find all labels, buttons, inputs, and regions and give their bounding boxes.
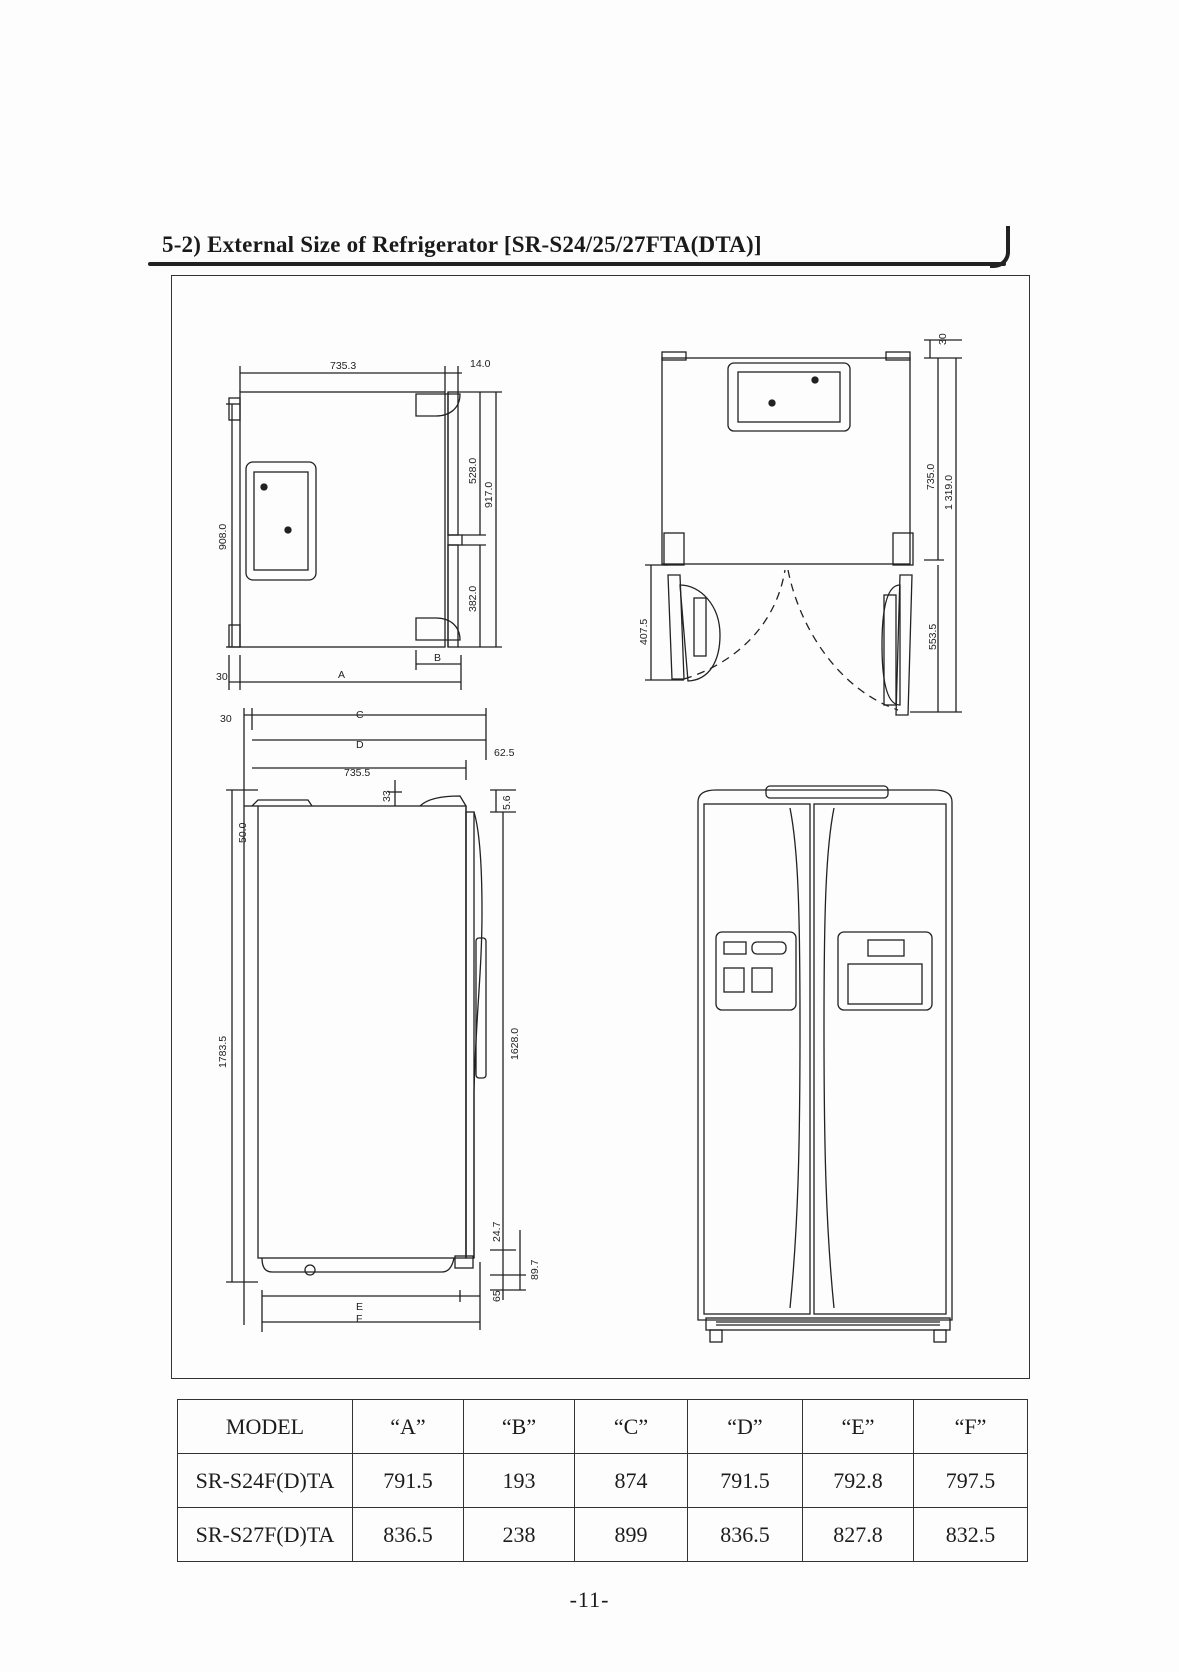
header-f: “F” <box>914 1400 1028 1454</box>
label-d: D <box>356 739 364 751</box>
cell-e: 792.8 <box>803 1454 914 1508</box>
dim-swing-right-door: 553.5 <box>927 623 939 650</box>
section-title: 5-2) External Size of Refrigerator [SR-S24/25/27FTA(DTA)] <box>162 232 762 257</box>
side-view-drawing <box>226 708 526 1332</box>
dim-side-foot: 65 <box>491 1290 503 1302</box>
cell-c: 874 <box>575 1454 688 1508</box>
cell-b: 193 <box>464 1454 575 1508</box>
cell-model: SR-S27F(D)TA <box>178 1508 353 1562</box>
dim-side-offset: 30 <box>220 713 232 725</box>
dim-top-depth: 908.0 <box>217 523 229 550</box>
dim-top-width: 735.3 <box>330 360 357 372</box>
dim-side-top-step: 33 <box>381 790 393 802</box>
dim-side-door-height: 1628.0 <box>509 1027 521 1060</box>
cell-e: 827.8 <box>803 1508 914 1562</box>
header-d: “D” <box>688 1400 803 1454</box>
table-row <box>178 1508 1028 1562</box>
table-header-row <box>178 1400 1028 1454</box>
page-number: -11- <box>569 1587 610 1612</box>
dim-swing-overall: 1 319.0 <box>943 474 955 510</box>
dim-side-base-gap: 24.7 <box>491 1221 503 1242</box>
cell-model: SR-S24F(D)TA <box>178 1454 353 1508</box>
cell-a: 836.5 <box>353 1508 464 1562</box>
dim-side-base-height: 89.7 <box>529 1259 541 1280</box>
cell-c: 899 <box>575 1508 688 1562</box>
dim-top-upper-depth: 528.0 <box>467 457 479 484</box>
cell-f: 797.5 <box>914 1454 1028 1508</box>
dim-side-handle-projection: 62.5 <box>494 747 515 759</box>
dim-side-top-gap: 5.6 <box>501 795 513 810</box>
door-swing-drawing <box>645 340 962 715</box>
dim-side-body-height: 1783.5 <box>217 1035 229 1068</box>
dim-top-lower-depth: 382.0 <box>467 585 479 612</box>
model-size-table <box>177 1399 1028 1562</box>
label-e: E <box>356 1301 364 1313</box>
dim-swing-top-margin: 30 <box>937 333 949 345</box>
header-model: MODEL <box>178 1400 353 1454</box>
front-view-drawing <box>698 786 952 1342</box>
label-b: B <box>434 652 442 664</box>
cell-a: 791.5 <box>353 1454 464 1508</box>
cell-d: 791.5 <box>688 1454 803 1508</box>
dim-swing-left-door: 407.5 <box>638 618 650 645</box>
header-e: “E” <box>803 1400 914 1454</box>
dim-top-total-depth: 917.0 <box>483 481 495 508</box>
cell-d: 836.5 <box>688 1508 803 1562</box>
top-view-drawing <box>226 366 502 690</box>
dim-side-depth: 735.5 <box>344 767 371 779</box>
dim-side-top-height: 50.0 <box>237 822 249 843</box>
dim-top-offset: 30 <box>216 671 228 683</box>
dim-swing-depth: 735.0 <box>925 463 937 490</box>
dim-top-door-gap: 14.0 <box>470 358 491 370</box>
label-f: F <box>356 1313 363 1325</box>
header-a: “A” <box>353 1400 464 1454</box>
cell-f: 832.5 <box>914 1508 1028 1562</box>
table-row <box>178 1454 1028 1508</box>
label-a: A <box>338 669 346 681</box>
cell-b: 238 <box>464 1508 575 1562</box>
header-b: “B” <box>464 1400 575 1454</box>
label-c: C <box>356 709 364 721</box>
header-c: “C” <box>575 1400 688 1454</box>
